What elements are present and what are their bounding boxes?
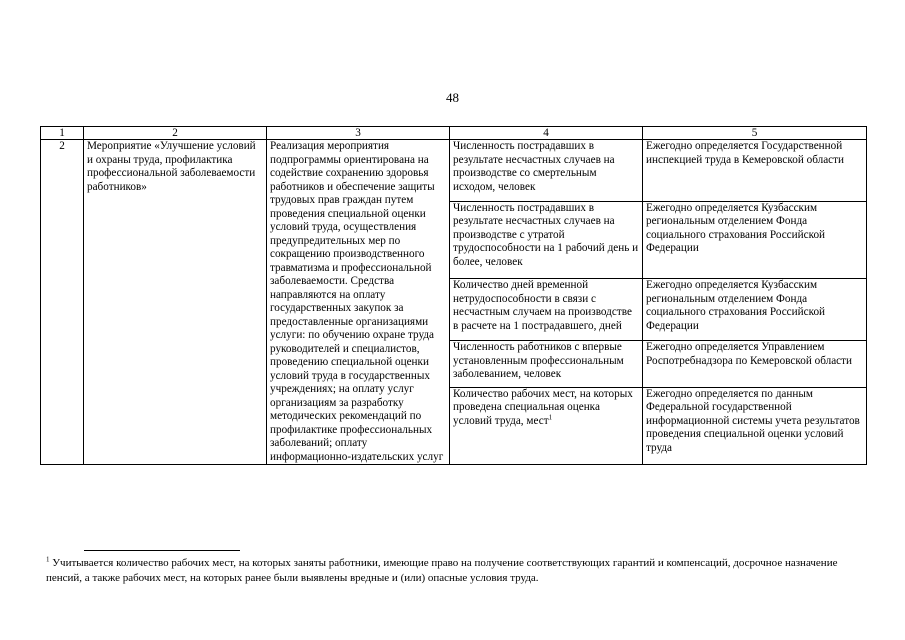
column-header-1: 1	[41, 127, 84, 140]
column-header-3: 3	[267, 127, 450, 140]
footnote	[46, 556, 866, 585]
indicator-name: Количество рабочих мест, на которых проведена специальная оценка условий труда, мест	[453, 387, 633, 427]
indicator-source: Ежегодно определяется Государственной инспекцией труда в Кемеровской области	[643, 140, 867, 202]
footnote-reference: 1	[548, 413, 553, 422]
table-row	[41, 140, 867, 202]
indicator-cell	[450, 387, 643, 464]
indicator-source: Ежегодно определяется Кузбасским региональным отделением Фонда социального страхования Российской Федерации	[643, 279, 867, 341]
indicator-name: Численность пострадавших в результате несчастных случаев на производстве со смертельным исходом, человек	[450, 140, 643, 202]
column-header-2: 2	[84, 127, 267, 140]
event-description: Реализация мероприятия подпрограммы ориентирована на содействие сохранению здоровья работников и обеспечение защиты трудовых прав граждан путем проведения специальной оценки условий труда, осуществления предупредительных мер по сокращению производственного травматизма и профессиональной заболеваемости. Средства направляются на оплату государственных закупок за предоставленные организациями услуги: по обучению охране труда руководителей и специалистов, проведению специальной оценки условий труда в государственных учреждениях; на оплату услуг организациям за разработку методических рекомендаций по профилактике профессиональных заболеваний; оплату информационно-издательских услуг	[267, 140, 450, 465]
column-header-4: 4	[450, 127, 643, 140]
footnote-text: Учитывается количество рабочих мест, на которых заняты работники, имеющие право на получение соответствующих гарантий и компенсаций, досрочное назначение пенсий, а также рабочих мест, на которых ранее были выявлены вредные и (или) опасные условия труда.	[46, 557, 838, 584]
indicator-source: Ежегодно определяется Управлением Роспотребнадзора по Кемеровской области	[643, 341, 867, 388]
indicator-name: Численность пострадавших в результате несчастных случаев на производстве с утратой трудоспособности на 1 рабочий день и более, человек	[450, 201, 643, 278]
indicator-source: Ежегодно определяется по данным Федеральной государственной информационной системы учета результатов проведения специальной оценки условий труда	[643, 387, 867, 464]
footnote-mark: 1	[46, 555, 50, 564]
footnote-divider	[84, 550, 240, 551]
header-row	[41, 127, 867, 140]
event-name: Мероприятие «Улучшение условий и охраны труда, профилактика профессиональной заболеваемости работников»	[84, 140, 267, 465]
row-number: 2	[41, 140, 84, 465]
indicator-source: Ежегодно определяется Кузбасским региональным отделением Фонда социального страхования Российской Федерации	[643, 201, 867, 278]
column-header-5: 5	[643, 127, 867, 140]
indicator-name: Численность работников с впервые установленным профессиональным заболеванием, человек	[450, 341, 643, 388]
indicator-name: Количество дней временной нетрудоспособности в связи с несчастным случаем на производстве в расчете на 1 пострадавшего, дней	[450, 279, 643, 341]
indicators-table	[40, 126, 867, 465]
page-number: 48	[446, 90, 459, 105]
